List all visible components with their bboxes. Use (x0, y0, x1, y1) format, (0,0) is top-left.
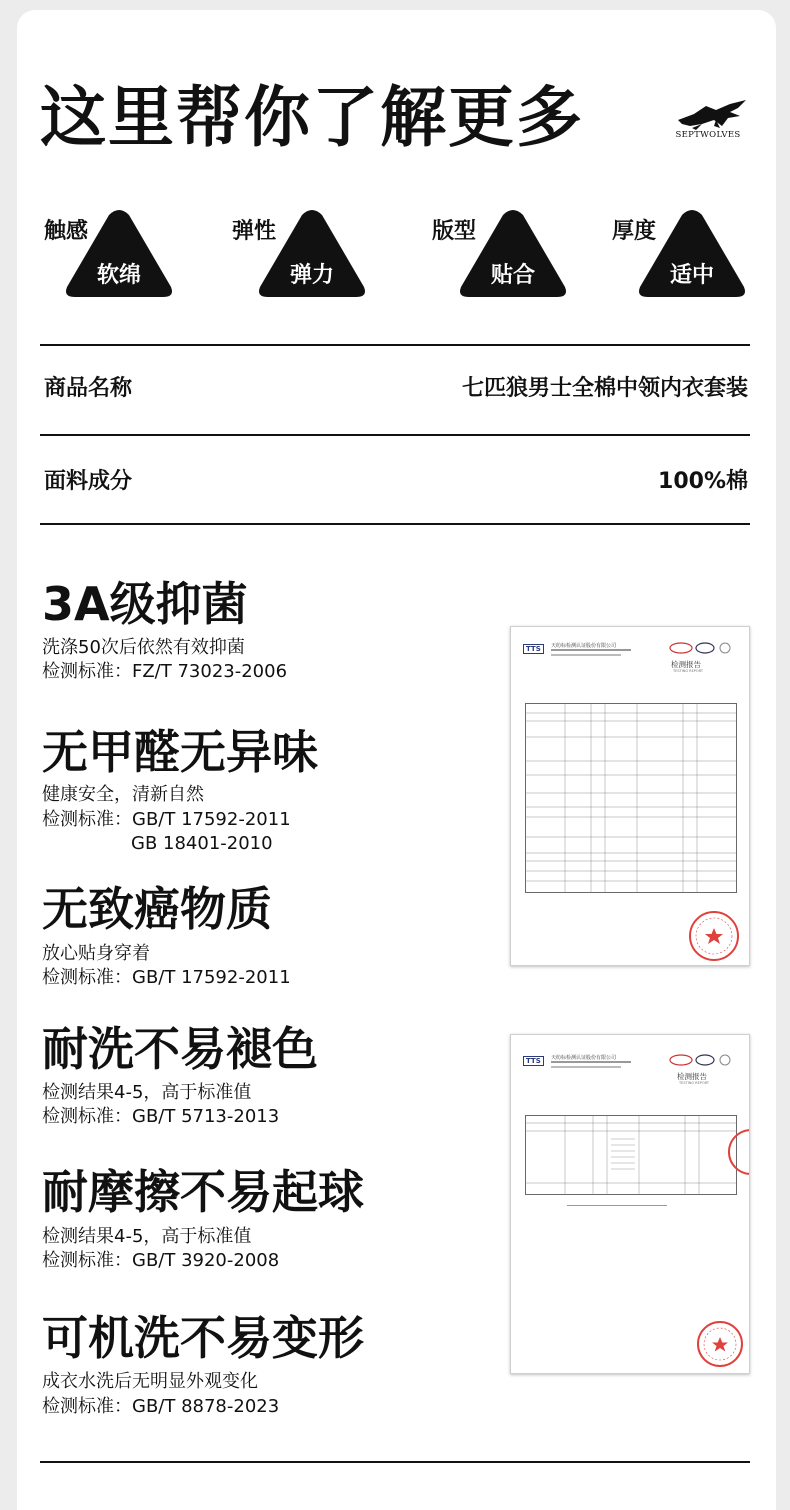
report-org: 天纺标检测认证股份有限公司 (551, 1055, 617, 1061)
feature-title: 无甲醛无异味 (42, 725, 318, 779)
report-heading: 检测报告 (677, 1072, 707, 1081)
feature-standard: 检测标准：GB/T 17592-2011 (42, 967, 291, 988)
feature-title: 耐摩擦不易起球 (42, 1165, 364, 1219)
product-name-value: 七匹狼男士全棉中领内衣套装 (461, 376, 748, 401)
attr-label-elasticity: 弹性 (232, 219, 277, 244)
report-subheading: TESTING REPORT (679, 1081, 710, 1085)
feature-standard: 检测标准：FZ/T 73023-2006 (42, 661, 288, 682)
attr-label-fit: 版型 (432, 219, 477, 244)
feature-standard: 检测标准：GB/T 8878-2023 (42, 1396, 280, 1417)
official-seal-icon (693, 1317, 747, 1371)
feature-title: 耐洗不易褪色 (42, 1022, 318, 1076)
feature-standard: 检测标准：GB/T 5713-2013 (42, 1106, 280, 1127)
attr-value-touch: 软绵 (96, 263, 141, 288)
feature-desc: 放心贴身穿着 (42, 943, 150, 964)
attr-label-touch: 触感 (44, 219, 89, 244)
feature-desc: 健康安全，清新自然 (42, 784, 204, 805)
attr-value-elasticity: 弹力 (289, 263, 334, 288)
divider (40, 1461, 750, 1463)
feature-standard: GB 18401-2010 (131, 833, 273, 854)
attr-label-thickness: 厚度 (612, 219, 657, 244)
feature-standard: 检测标准：GB/T 3920-2008 (42, 1250, 280, 1271)
divider (40, 523, 750, 525)
feature-desc: 检测结果4-5，高于标准值 (42, 1082, 252, 1103)
fabric-value: 100%棉 (658, 469, 748, 494)
divider (40, 344, 750, 346)
feature-desc: 成衣水洗后无明显外观变化 (42, 1371, 258, 1392)
test-report-image (510, 626, 750, 966)
report-org: 天纺标检测认证股份有限公司 (551, 643, 617, 649)
feature-standard: 检测标准：GB/T 17592-2011 (42, 809, 291, 830)
report-table (525, 703, 737, 893)
brand-name: SEPTWOLVES (675, 130, 741, 140)
report-subheading: TESTING REPORT (673, 669, 704, 673)
feature-desc: 检测结果4-5，高于标准值 (42, 1226, 252, 1247)
feature-title: 无致癌物质 (42, 882, 272, 936)
feature-desc: 洗涤50次后依然有效抑菌 (42, 637, 245, 658)
report-logo: TTS (523, 644, 544, 654)
report-logo: TTS (523, 1056, 544, 1066)
feature-title: 可机洗不易变形 (42, 1311, 364, 1365)
official-seal-icon (687, 909, 741, 963)
attr-value-thickness: 适中 (669, 263, 714, 288)
seal-edge-icon (725, 1127, 749, 1177)
report-heading: 检测报告 (671, 660, 701, 669)
product-name-label: 商品名称 (44, 376, 133, 401)
page-title: 这里帮你了解更多 (40, 79, 584, 156)
attr-value-fit: 贴合 (490, 263, 535, 288)
test-report-image (510, 1034, 750, 1374)
report-table (525, 1115, 737, 1195)
accreditation-icons (667, 1053, 737, 1067)
divider (40, 434, 750, 436)
accreditation-icons (667, 641, 737, 655)
feature-title: 3A级抑菌 (42, 577, 248, 631)
fabric-label: 面料成分 (44, 469, 133, 494)
